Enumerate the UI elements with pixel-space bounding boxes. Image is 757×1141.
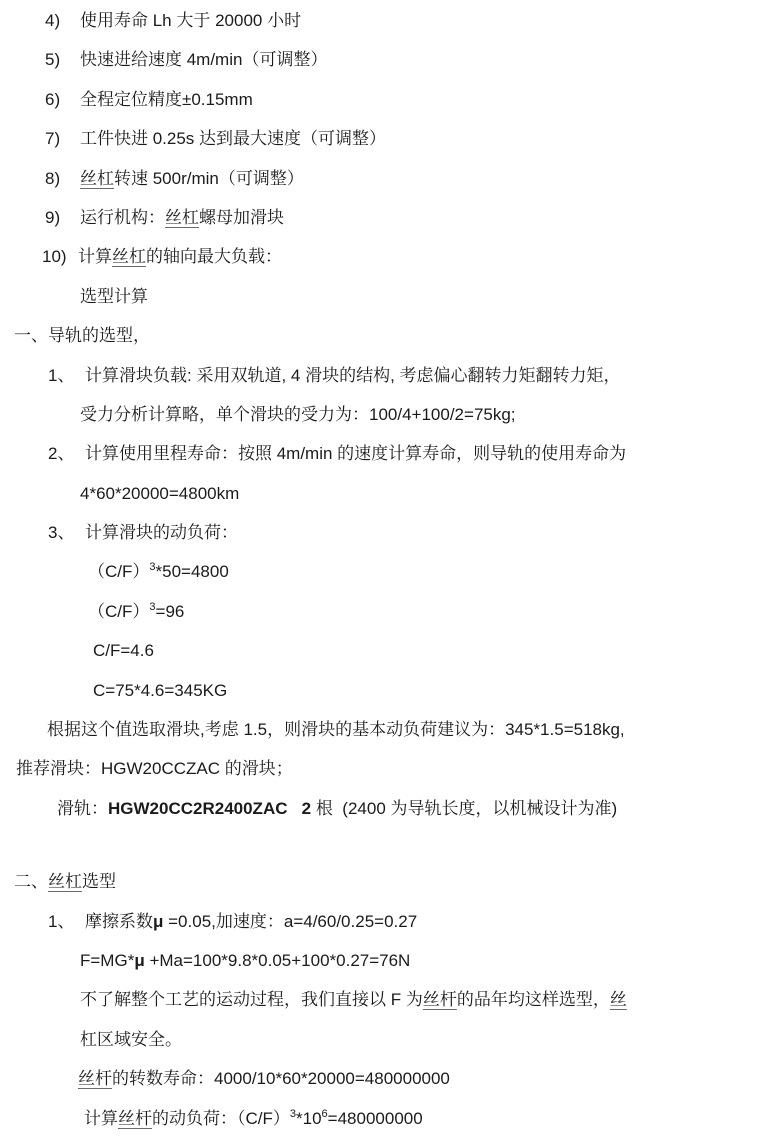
- text-segment: *10: [296, 1108, 322, 1128]
- list-marker: 5): [45, 50, 61, 70]
- text-segment: 快速进给速度 4m/min（可调整）: [80, 50, 328, 70]
- text-segment: 丝杠: [48, 872, 82, 892]
- text-line: [0, 1059, 757, 1098]
- line-text: [88, 552, 229, 591]
- list-marker: 10): [42, 247, 67, 267]
- text-line: [0, 1, 757, 40]
- text-segment: 计算: [78, 247, 112, 267]
- line-text: [80, 1020, 182, 1059]
- text-segment: 工件快进 0.25s 达到最大速度（可调整）: [80, 129, 387, 149]
- line-text: [80, 159, 304, 198]
- line-text: [80, 980, 627, 1019]
- text-segment: =480000000: [327, 1108, 423, 1128]
- text-line: [0, 237, 757, 276]
- text-line: [0, 434, 757, 473]
- text-segment: [288, 799, 302, 818]
- spacer: [0, 828, 757, 862]
- text-segment: 杠区域安全。: [80, 1029, 182, 1049]
- line-text: [80, 198, 284, 237]
- text-segment: 丝杆: [118, 1108, 152, 1128]
- text-line: [0, 159, 757, 198]
- text-line: [0, 277, 757, 316]
- text-segment: HGW20CC2R2400ZAC: [108, 798, 288, 818]
- text-line: [0, 80, 757, 119]
- text-line: [0, 1099, 757, 1138]
- text-segment: μ: [153, 911, 164, 931]
- list-marker: 2、: [48, 444, 75, 464]
- line-text: [85, 356, 621, 395]
- text-segment: 根 (2400 为导轨长度，以机械设计为准): [311, 798, 618, 818]
- line-text: [80, 277, 148, 316]
- line-text: [88, 592, 184, 631]
- text-line: [0, 710, 757, 749]
- text-segment: 使用寿命 Lh 大于 20000 小时: [80, 11, 302, 30]
- text-segment: 计算使用里程寿命：按照 4m/min 的速度计算寿命，则导轨的使用寿命为: [85, 444, 627, 464]
- text-segment: （C/F）: [88, 601, 150, 621]
- text-line: [0, 592, 757, 631]
- text-segment: 转速 500r/min（可调整）: [114, 168, 304, 188]
- text-line: [0, 474, 757, 513]
- text-line: [0, 902, 757, 941]
- text-segment: 计算滑块负载: 采用双轨道, 4 滑块的结构, 考虑偏心翻转力矩翻转力矩，: [85, 365, 621, 385]
- text-line: [0, 40, 757, 79]
- line-text: [84, 1099, 423, 1138]
- list-marker: 3、: [48, 523, 75, 543]
- text-segment: 不了解整个工艺的运动过程，我们直接以 F 为: [80, 990, 423, 1010]
- line-text: [93, 631, 154, 670]
- list-marker: 1、: [48, 365, 75, 385]
- text-segment: 摩擦系数: [85, 911, 153, 931]
- text-segment: =96: [155, 601, 185, 621]
- line-text: [16, 749, 293, 788]
- text-line: [0, 356, 757, 395]
- text-line: [0, 671, 757, 710]
- text-segment: 一、导轨的选型，: [14, 326, 150, 346]
- line-text: [80, 119, 386, 158]
- text-segment: C=75*4.6=345KG: [93, 680, 228, 700]
- text-segment: F=MG*: [80, 950, 135, 970]
- text-segment: 运行机构：: [80, 207, 165, 227]
- text-segment: 的动负荷：（C/F）: [152, 1108, 290, 1128]
- text-line: [0, 119, 757, 158]
- text-segment: 的轴向最大负载：: [146, 247, 282, 267]
- text-segment: 丝杠: [112, 247, 146, 267]
- line-text: [47, 710, 625, 749]
- line-text: [85, 434, 626, 473]
- line-text: [85, 902, 417, 941]
- text-line: [0, 749, 757, 788]
- text-segment: 选型计算: [80, 286, 148, 306]
- text-line: [0, 1020, 757, 1059]
- text-segment: 3: [289, 1107, 297, 1120]
- text-segment: 受力分析计算略，单个滑块的受力为：100/4+100/2=75kg;: [80, 404, 516, 424]
- text-segment: 推荐滑块：HGW20CCZAC 的滑块；: [16, 759, 293, 779]
- text-segment: 的品年均这样选型，: [456, 990, 610, 1010]
- text-line: [0, 980, 757, 1019]
- text-line: [0, 198, 757, 237]
- text-line: [0, 789, 757, 828]
- text-line: [0, 552, 757, 591]
- list-marker: 9): [45, 207, 61, 227]
- list-marker: 6): [45, 89, 61, 109]
- line-text: [80, 1, 301, 40]
- line-text: [57, 789, 617, 828]
- text-segment: 3: [149, 600, 156, 613]
- text-segment: 6: [321, 1107, 328, 1120]
- text-line: [0, 513, 757, 552]
- text-line: [0, 316, 757, 355]
- line-text: [14, 316, 150, 355]
- text-segment: 全程定位精度±0.15mm: [80, 89, 253, 109]
- text-segment: 的转数寿命：4000/10*60*20000=480000000: [112, 1069, 450, 1089]
- text-segment: 二、: [14, 872, 48, 892]
- text-segment: 丝杠: [165, 207, 199, 227]
- text-segment: 3: [149, 561, 156, 574]
- text-segment: *50=4800: [155, 562, 229, 582]
- line-text: [78, 1059, 450, 1098]
- text-segment: 丝杆: [422, 990, 457, 1010]
- text-line: [0, 862, 757, 901]
- text-segment: 4*60*20000=4800km: [80, 483, 240, 503]
- line-text: [80, 941, 410, 980]
- text-line: [0, 631, 757, 670]
- text-segment: C/F=4.6: [93, 641, 154, 661]
- text-segment: 根据这个值选取滑块,考虑 1.5，则滑块的基本动负荷建议为：345*1.5=518kg,: [47, 720, 625, 740]
- line-text: [78, 237, 282, 276]
- text-segment: 计算: [84, 1108, 118, 1128]
- text-segment: 丝杠: [80, 168, 114, 188]
- text-segment: 滑轨：: [57, 798, 108, 818]
- text-segment: 2: [301, 798, 312, 818]
- list-marker: 1、: [48, 911, 75, 931]
- list-marker: 4): [45, 11, 61, 30]
- line-text: [14, 862, 116, 901]
- list-marker: 7): [45, 129, 61, 149]
- text-segment: 丝杆: [78, 1069, 112, 1089]
- list-marker: 8): [45, 168, 61, 188]
- text-line: [0, 941, 757, 980]
- text-segment: （C/F）: [88, 562, 150, 582]
- text-line: [0, 395, 757, 434]
- text-segment: 计算滑块的动负荷：: [85, 523, 238, 543]
- text-segment: 丝: [609, 990, 627, 1010]
- line-text: [80, 474, 239, 513]
- line-text: [85, 513, 238, 552]
- text-segment: 螺母加滑块: [199, 207, 284, 227]
- line-text: [80, 395, 516, 434]
- line-text: [93, 671, 227, 710]
- text-segment: 选型: [82, 872, 116, 892]
- line-text: [80, 80, 253, 119]
- line-text: [80, 40, 327, 79]
- text-segment: =0.05,加速度：a=4/60/0.25=0.27: [163, 911, 418, 931]
- text-segment: +Ma=100*9.8*0.05+100*0.27=76N: [144, 950, 411, 970]
- text-segment: μ: [134, 950, 145, 970]
